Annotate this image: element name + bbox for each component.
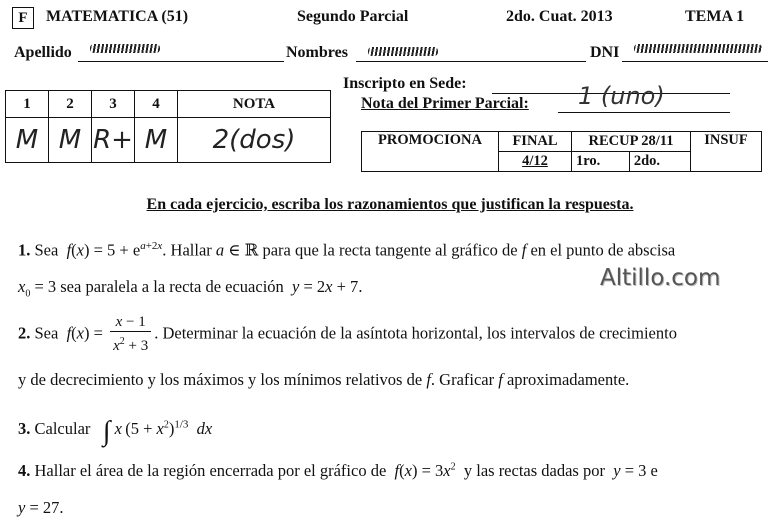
first-grade-value: 1 (uno) [578, 82, 665, 110]
exercise-1-text-4: en el punto de abscisa [530, 240, 676, 260]
nombres-line [356, 61, 586, 62]
exercise-4-text-1: Hallar el área de la región encerrada por el gráfico de [34, 461, 387, 480]
grade-cell-4: M [135, 118, 178, 163]
final-date-cell: 4/12 [499, 152, 572, 172]
exercise-2-text-3: y de decrecimiento y los máximos y los mínimos relativos de [18, 370, 423, 389]
exercise-1-line-2: $x_0 = 3$ sea paralela a la recta de ecuación y = 2x + 7. [18, 277, 363, 300]
exercise-4-text-2: y las rectas dadas por [463, 461, 605, 480]
nombres-label: Nombres [286, 44, 348, 61]
result-table [361, 131, 762, 172]
exercise-2-line-2: y de decrecimiento y los máximos y los mínimos relativos de f. Graficar f aproximadamente. [18, 370, 630, 389]
grades-header-3: 3 [92, 91, 135, 118]
recup-first-cell: 1ro. [572, 152, 630, 172]
recup-second-cell: 2do. [629, 152, 690, 172]
first-grade-line [558, 112, 730, 113]
recup-cell: RECUP 28/11 [572, 132, 691, 152]
apellido-line [78, 61, 284, 62]
exercise-4-line-2: y = 27. [18, 498, 64, 517]
first-grade-label: Nota del Primer Parcial: [361, 95, 529, 112]
exercise-4-text-4: . [59, 498, 64, 517]
exercise-1-text-5: sea paralela a la recta de ecuación [60, 277, 284, 296]
dni-redaction [634, 44, 762, 53]
grades-header-nota: NOTA [178, 91, 331, 118]
exercise-1-text-2: . Hallar [162, 240, 212, 260]
exercise-2-fraction: $\frac{x - 1}{x^2 + 3}$ [110, 313, 151, 356]
exercise-2-number: 2. [18, 323, 31, 343]
apellido-label: Apellido [14, 44, 72, 61]
instruction: En cada ejercicio, escriba los razonamientos que justifican la respuesta. [146, 196, 634, 213]
exercise-4-number: 4. [18, 461, 31, 480]
promociona-cell: PROMOCIONA [362, 132, 499, 172]
exam-title: Segundo Parcial [297, 8, 409, 25]
exercise-2-line-1: 2. Sea f(x) = $\frac{x - 1}{x^2 + 3}$ . Determinar la ecuación de la asíntota horizontal, los intervalos de crecimiento [18, 314, 677, 354]
exercise-1-line-1: 1. Sea $f(x) = 5 + e^{a+2x}$. Hallar a ∈ ℝ para que la recta tangente al gráfico de f en el punto de abscisa [18, 240, 676, 260]
grades-header-4: 4 [135, 91, 178, 118]
exercise-4-line-1: 4. Hallar el área de la región encerrada por el gráfico de $f(x) = 3x^2$ y las rectas dadas por y = 3 e [18, 461, 658, 480]
exercise-4-text-3: e [650, 461, 658, 480]
insuf-cell: INSUF [691, 132, 762, 172]
variant-box: F [12, 7, 34, 29]
integral-sign: ∫ [102, 416, 111, 447]
grade-cell-1: M [6, 118, 49, 163]
exercise-3-line: 3. Calcular ∫ x $(5 + x^2)^{1/3}$ dx [18, 416, 213, 447]
exercise-1-number: 1. [18, 240, 31, 260]
final-cell: FINAL [499, 132, 572, 152]
exercise-3-number: 3. [18, 419, 31, 438]
grades-header-2: 2 [49, 91, 92, 118]
exercise-2-text-1: Sea [34, 323, 59, 343]
exercise-2-text-4: . Graficar [430, 370, 495, 389]
grades-header-1: 1 [6, 91, 49, 118]
grade-cell-2: M [49, 118, 92, 163]
subject-title: MATEMATICA (51) [46, 8, 189, 25]
exercise-1-function: f [66, 240, 72, 260]
dni-label: DNI [590, 44, 620, 61]
grades-table [5, 90, 331, 163]
grade-cell-3: R+ [92, 118, 135, 163]
grade-cell-nota: 2(dos) [178, 118, 331, 163]
exercise-1-text-3: para que la recta tangente al gráfico de [262, 240, 518, 260]
apellido-redaction [90, 44, 160, 53]
sede-label: Inscripto en Sede: [343, 75, 467, 92]
exercise-1-text-6: . [358, 277, 363, 296]
exercise-3-text-1: Calcular [34, 419, 91, 438]
exercise-2-text-2: . Determinar la ecuación de la asíntota horizontal, los intervalos de crecimiento [154, 323, 677, 343]
exercise-2-text-5: aproximadamente. [506, 370, 630, 389]
topic-label: TEMA 1 [685, 8, 745, 25]
term-label: 2do. Cuat. 2013 [506, 8, 613, 25]
exercise-1-text-1: Sea [34, 240, 59, 260]
nombres-redaction [368, 47, 438, 56]
altillo-watermark: Altillo.com [600, 265, 721, 291]
dni-line [622, 61, 768, 62]
